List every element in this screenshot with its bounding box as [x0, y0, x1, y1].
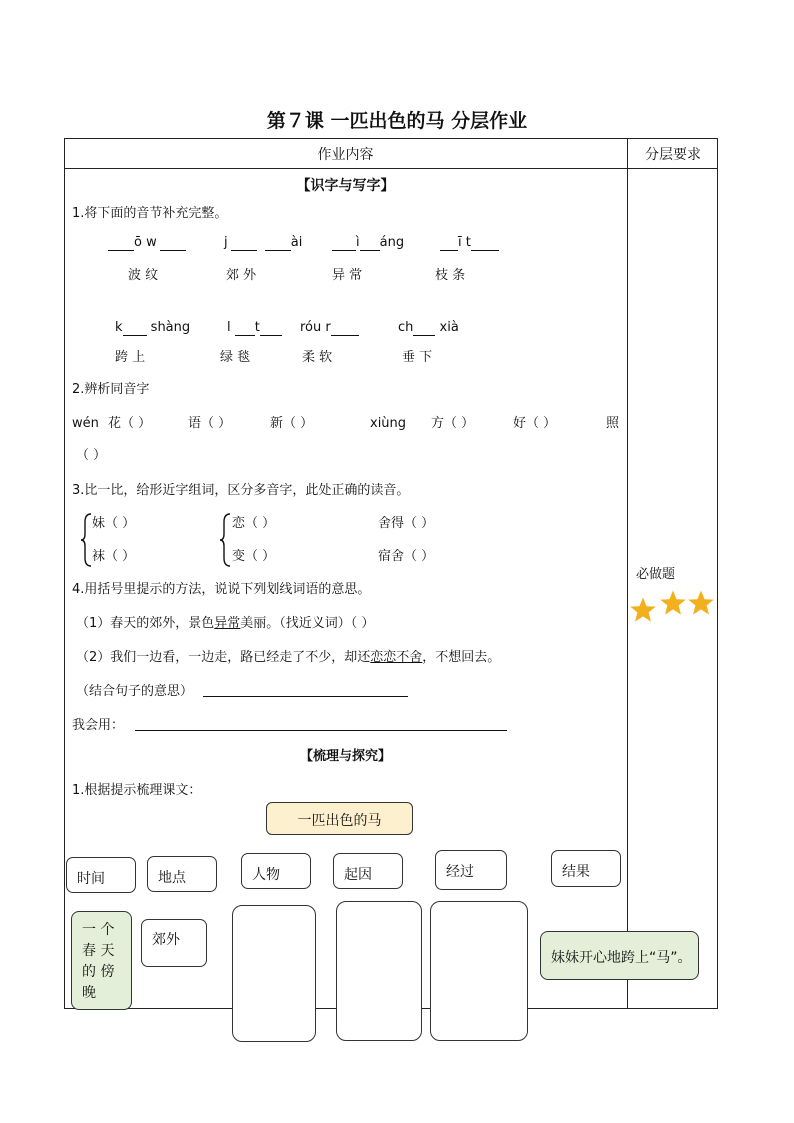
q2-item: 照: [606, 416, 620, 431]
pinyin-item: j ài: [224, 235, 303, 250]
q2-item: 新（ ）: [270, 416, 314, 431]
hanzi-item: 垂 下: [402, 350, 433, 365]
q3-item: 恋（ ）: [232, 516, 276, 531]
q4-sentence-1: （1）春天的郊外，景色异常美丽。（找近义词）（ ）: [76, 616, 375, 631]
table-column-divider: [627, 138, 628, 1009]
q3-item: 宿舍（ ）: [378, 549, 435, 564]
center-box: 一匹出色的马: [266, 802, 413, 835]
q4-hint: （结合句子的意思）: [76, 684, 194, 699]
q3-item: 舍得（ ）: [378, 516, 435, 531]
q2-item: 好（ ）: [513, 416, 557, 431]
label-box-cause: 起因: [333, 853, 403, 889]
hanzi-item: 异 常: [332, 268, 363, 283]
answer-box-place: 郊外: [141, 919, 207, 967]
pinyin-item: ì áng: [332, 235, 404, 251]
section-title-review: 【梳理与探究】: [299, 749, 391, 764]
label-box-place: 地点: [147, 856, 217, 892]
label-box-character: 人物: [241, 853, 311, 889]
q4-prompt: 4.用括号里提示的方法，说说下列划线词语的意思。: [72, 582, 371, 597]
hanzi-item: 柔 软: [302, 350, 333, 365]
q2-item: 方（ ）: [431, 416, 475, 431]
left-brace-icon: [219, 512, 231, 568]
q2-xiong-pinyin: xiùng: [370, 416, 407, 431]
q2-item: 花（ ）: [108, 416, 152, 431]
star-icon: [687, 589, 715, 617]
pinyin-item: ch xià: [398, 320, 459, 335]
pinyin-item: ī t: [440, 235, 499, 251]
hanzi-item: 枝 条: [435, 268, 466, 283]
q3-prompt: 3.比一比，给形近字组词，区分多音字，此处正确的读音。: [72, 483, 410, 498]
hanzi-item: 郊 外: [226, 268, 257, 283]
answer-box-time: 一 个 春 天 的 傍 晚: [71, 911, 132, 1010]
hanzi-item: 波 纹: [128, 268, 159, 283]
label-box-result: 结果: [551, 850, 621, 887]
header-content: 作业内容: [317, 147, 374, 163]
pinyin-item: l t: [227, 320, 282, 336]
q3-item: 变（ ）: [232, 549, 276, 564]
q2-wen-pinyin: wén: [72, 416, 99, 431]
star-icon: [659, 589, 687, 617]
q2-item: 语（ ）: [188, 416, 232, 431]
pinyin-item: ō w: [108, 235, 186, 251]
q3-item: 妹（ ）: [92, 516, 136, 531]
hanzi-item: 绿 毯: [220, 350, 251, 365]
answer-box-result: 妹妹开心地跨上“马”。: [540, 931, 699, 980]
answer-box-cause[interactable]: [336, 901, 422, 1041]
q1-prompt: 1.将下面的音节补充完整。: [72, 206, 228, 221]
answer-box-process[interactable]: [430, 901, 528, 1041]
table-header-divider: [64, 168, 718, 169]
q4-sentence-2: （2）我们一边看，一边走，路已经走了不少，却还恋恋不舍，不想回去。: [76, 650, 501, 665]
pinyin-item: róu r: [300, 320, 359, 336]
q4-use-label: 我会用：: [72, 718, 125, 733]
header-level: 分层要求: [645, 147, 701, 163]
q3-item: 袜（ ）: [92, 549, 136, 564]
label-box-time: 时间: [66, 857, 136, 893]
q2-prompt: 2.辨析同音字: [72, 382, 150, 397]
answer-line[interactable]: [135, 730, 507, 731]
q5-prompt: 1.根据提示梳理课文：: [72, 783, 202, 798]
section-title-literacy: 【识字与写字】: [296, 178, 395, 194]
hanzi-item: 跨 上: [115, 350, 146, 365]
answer-box-character[interactable]: [232, 905, 316, 1042]
star-icon: [629, 596, 657, 624]
page-title: 第７课 一匹出色的马 分层作业: [266, 110, 528, 132]
level-label: 必做题: [636, 567, 676, 582]
label-box-process: 经过: [435, 850, 507, 890]
answer-line[interactable]: [203, 696, 408, 697]
left-brace-icon: [80, 512, 92, 568]
pinyin-item: k shàng: [115, 320, 191, 335]
q2-tail: （ ）: [76, 448, 107, 463]
